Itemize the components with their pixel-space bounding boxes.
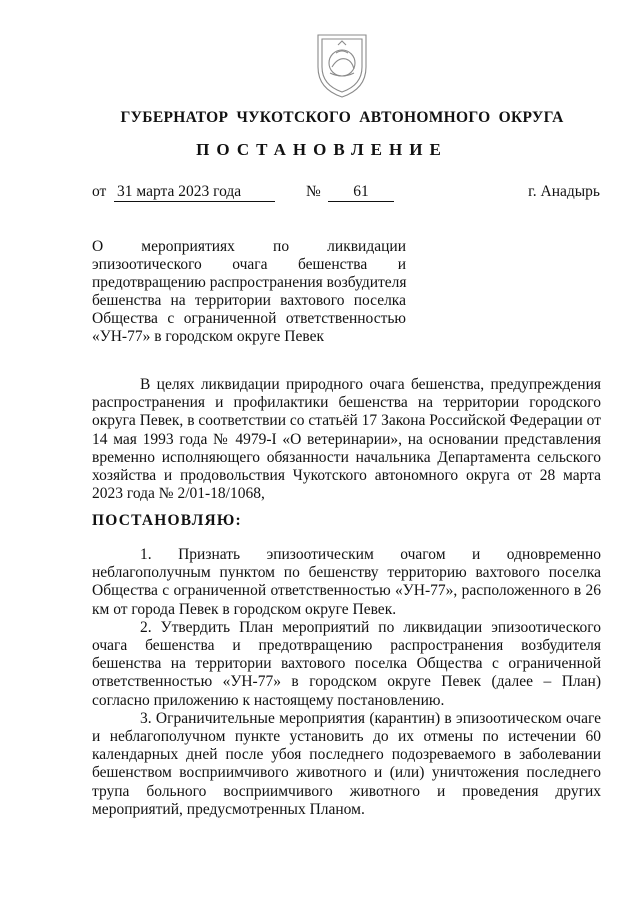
decree-item: 1. Признать эпизоотическим очагом и одновременно неблагополучным пунктом по бешенству территорию вахтового поселка Общества с ограниченной ответственностью «УН-77», расположенного в 26 км от города Певек в городском округе Певек.	[92, 546, 601, 618]
document-subject	[92, 238, 406, 346]
document-date: 31 марта 2023 года	[114, 183, 275, 202]
subject-line: О мероприятиях по ликвидации	[92, 238, 406, 255]
subject-line: «УН-77» в городском округе Певек	[92, 328, 325, 345]
subject-line: эпизоотического очага бешенства и	[92, 256, 406, 273]
document-city: г. Анадырь	[528, 183, 600, 200]
decree-item: 3. Ограничительные мероприятия (карантин) в эпизоотическом очаге и неблагополучном пункте установить до их отмены по истечении 60 календарных дней после убоя последнего подозреваемого в заболевании бешенством восприимчивого животного и (или) уничтожения последнего трупа больного восприимчивого животного и проведения других мероприятий, предусмотренных Планом.	[92, 709, 601, 818]
coat-of-arms-icon	[312, 27, 372, 99]
document-number: 61	[328, 183, 394, 202]
date-label: от	[92, 183, 107, 200]
subject-line: предотвращению распространения возбудителя	[92, 274, 407, 291]
decree-item: 2. Утвердить План мероприятий по ликвидации эпизоотического очага бешенства и предотвращению распространения возбудителя бешенства на территории вахтового поселка Общества с ограниченной ответственностью «УН-77» в городском округе Певек (далее – План) согласно приложению к настоящему постановлению.	[92, 618, 601, 709]
subject-line: бешенства на территории вахтового поселка	[92, 292, 406, 309]
document-type: ПОСТАНОВЛЕНИЕ	[196, 140, 448, 159]
subject-line: Общества с ограниченной ответственностью	[92, 310, 406, 327]
decree-items	[92, 546, 601, 819]
number-label: №	[306, 183, 321, 200]
preamble-paragraph: В целях ликвидации природного очага бешенства, предупреждения распространения и профилактики бешенства на территории городского округа Певек, в соответствии со статьёй 17 Закона Российской Федерации от 14 мая 1993 года № 4979-I «О ветеринарии», на основании представления временно исполняющего обязанности начальника Департамента сельского хозяйства и продовольствия Чукотского автономного округа от 28 марта 2023 года № 2/01-18/1068,	[92, 376, 601, 503]
decree-heading: ПОСТАНОВЛЯЮ:	[92, 512, 242, 529]
issuer-title: ГУБЕРНАТОР ЧУКОТСКОГО АВТОНОМНОГО ОКРУГА	[120, 109, 564, 126]
